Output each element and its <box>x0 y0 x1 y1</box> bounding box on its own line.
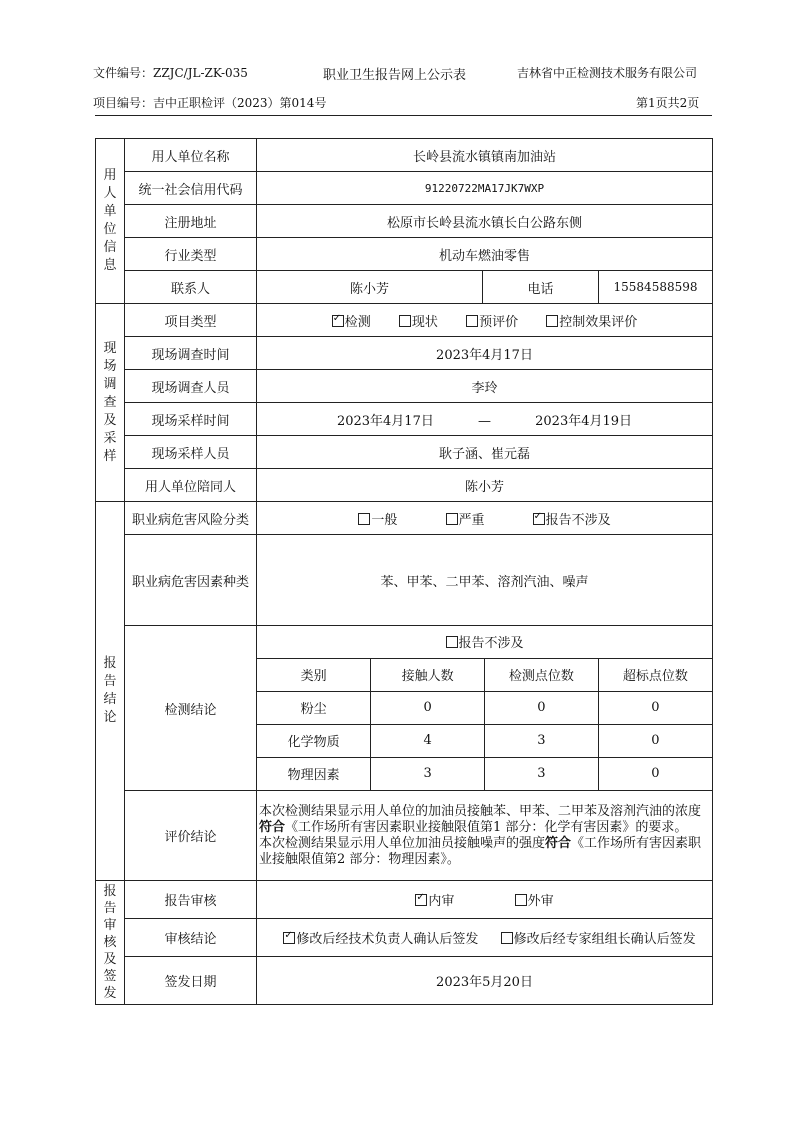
sampling-staff-value: 耿子涵、崔元磊 <box>257 436 713 469</box>
unit-name-value: 长岭县流水镇镇南加油站 <box>257 139 713 172</box>
detection-table <box>257 626 712 790</box>
phone-label: 电话 <box>483 271 599 304</box>
checkbox-checked-icon[interactable] <box>332 315 344 327</box>
credit-code-label: 统一社会信用代码 <box>125 172 257 205</box>
page-indicator: 第1页共2页 <box>636 96 700 110</box>
section-review-title: 报 告 审 核 及 签 发 <box>96 881 125 1005</box>
checkbox-checked-icon[interactable] <box>283 932 295 944</box>
file-number: 文件编号：ZZJC/JL-ZK-035 <box>93 66 248 80</box>
address-value: 松原市长岭县流水镇长白公路东侧 <box>257 205 713 238</box>
unit-name-label: 用人单位名称 <box>125 139 257 172</box>
section-conclusion-title: 报 告 结 论 <box>96 502 125 881</box>
issue-date-value: 2023年5月20日 <box>257 957 713 1005</box>
table-row <box>257 724 712 757</box>
issue-date-label: 签发日期 <box>125 957 257 1005</box>
option-status[interactable]: 现状 <box>399 311 438 330</box>
credit-code-value: 91220722MA17JK7WXP <box>257 172 713 205</box>
project-type-label: 项目类型 <box>125 304 257 337</box>
table-cell: 3 <box>485 757 599 790</box>
sampling-staff-label: 现场采样人员 <box>125 436 257 469</box>
detection-conclusion-cell <box>257 626 713 791</box>
checkbox-unchecked-icon[interactable] <box>515 894 527 906</box>
option-control-effect[interactable]: 控制效果评价 <box>546 311 637 330</box>
header-rule <box>95 115 712 116</box>
option-not-involved[interactable]: ✓ 报告不涉及 <box>533 509 611 528</box>
survey-time-value: 2023年4月17日 <box>257 337 713 370</box>
table-cell: 0 <box>371 691 485 724</box>
table-cell: 0 <box>598 724 712 757</box>
evaluation-conclusion-text: 本次检测结果显示用人单位的加油员接触苯、甲苯、二甲苯及溶剂汽油的浓度符合《工作场所有害因素职业接触限值第1 部分：化学有害因素》的要求。 本次检测结果显示用人单位加油员接触噪声的强度符合《工作场所有害因素职业接触限值第2 部分：物理因素》。 <box>257 791 713 881</box>
sampling-separator: — <box>478 413 491 429</box>
sampling-start: 2023年4月17日 <box>336 413 434 429</box>
detection-not-involved <box>257 626 712 658</box>
hazard-factor-value: 苯、甲苯、二甲苯、溶剂汽油、噪声 <box>257 535 713 626</box>
option-detection[interactable]: ✓ 检测 <box>332 311 371 330</box>
checkbox-checked-icon[interactable] <box>533 513 545 525</box>
risk-class-label: 职业病危害风险分类 <box>125 502 257 535</box>
sampling-time-label: 现场采样时间 <box>125 403 257 436</box>
table-cell: 3 <box>485 724 599 757</box>
hazard-factor-label: 职业病危害因素种类 <box>125 535 257 626</box>
table-row <box>257 691 712 724</box>
survey-time-label: 现场调查时间 <box>125 337 257 370</box>
table-header-exceed: 超标点位数 <box>598 658 712 691</box>
option-internal-review[interactable]: ✓ 内审 <box>415 890 454 909</box>
review-conclusion-options <box>257 919 713 957</box>
option-pre-evaluation[interactable]: 预评价 <box>466 311 518 330</box>
checkbox-checked-icon[interactable] <box>415 894 427 906</box>
section-survey-title: 现 场 调 查 及 采 样 <box>96 304 125 502</box>
section-unit-info-title: 用 人 单 位 信 息 <box>96 139 125 304</box>
disclosure-table <box>95 138 713 1005</box>
escort-label: 用人单位陪同人 <box>125 469 257 502</box>
option-general[interactable]: 一般 <box>358 509 397 528</box>
table-cell: 3 <box>371 757 485 790</box>
address-label: 注册地址 <box>125 205 257 238</box>
checkbox-unchecked-icon[interactable] <box>446 636 458 648</box>
sampling-end: 2023年4月19日 <box>535 413 633 429</box>
table-header-exposed: 接触人数 <box>371 658 485 691</box>
checkbox-unchecked-icon[interactable] <box>546 315 558 327</box>
table-cell: 0 <box>485 691 599 724</box>
document-title: 职业卫生报告网上公示表 <box>323 68 467 83</box>
option-external-review[interactable]: 外审 <box>515 890 554 909</box>
option-tech-lead-sign[interactable]: ✓ 修改后经技术负责人确认后签发 <box>283 928 478 947</box>
table-cell: 物理因素 <box>257 757 371 790</box>
table-header-points: 检测点位数 <box>485 658 599 691</box>
checkbox-unchecked-icon[interactable] <box>466 315 478 327</box>
option-detection-not-involved[interactable]: 报告不涉及 <box>446 632 524 651</box>
project-type-options <box>257 304 713 337</box>
table-cell: 粉尘 <box>257 691 371 724</box>
checkbox-unchecked-icon[interactable] <box>446 513 458 525</box>
project-number: 项目编号：吉中正职检评（2023）第014号 <box>93 96 327 110</box>
review-conclusion-label: 审核结论 <box>125 919 257 957</box>
survey-staff-value: 李玲 <box>257 370 713 403</box>
table-cell: 4 <box>371 724 485 757</box>
evaluation-conclusion-label: 评价结论 <box>125 791 257 881</box>
risk-class-options <box>257 502 713 535</box>
checkbox-unchecked-icon[interactable] <box>399 315 411 327</box>
table-header-category: 类别 <box>257 658 371 691</box>
option-expert-lead-sign[interactable]: 修改后经专家组组长确认后签发 <box>501 928 696 947</box>
contact-label: 联系人 <box>125 271 257 304</box>
sampling-time-value <box>257 403 713 436</box>
table-cell: 0 <box>598 691 712 724</box>
table-row <box>257 757 712 790</box>
phone-value: 15584588598 <box>599 271 713 304</box>
checkbox-unchecked-icon[interactable] <box>358 513 370 525</box>
escort-value: 陈小芳 <box>257 469 713 502</box>
table-cell: 0 <box>598 757 712 790</box>
detection-conclusion-label: 检测结论 <box>125 626 257 791</box>
report-review-options <box>257 881 713 919</box>
company-name: 吉林省中正检测技术服务有限公司 <box>517 66 698 80</box>
contact-value: 陈小芳 <box>257 271 483 304</box>
option-serious[interactable]: 严重 <box>446 509 485 528</box>
report-review-label: 报告审核 <box>125 881 257 919</box>
table-cell: 化学物质 <box>257 724 371 757</box>
survey-staff-label: 现场调查人员 <box>125 370 257 403</box>
industry-value: 机动车燃油零售 <box>257 238 713 271</box>
industry-label: 行业类型 <box>125 238 257 271</box>
checkbox-unchecked-icon[interactable] <box>501 932 513 944</box>
